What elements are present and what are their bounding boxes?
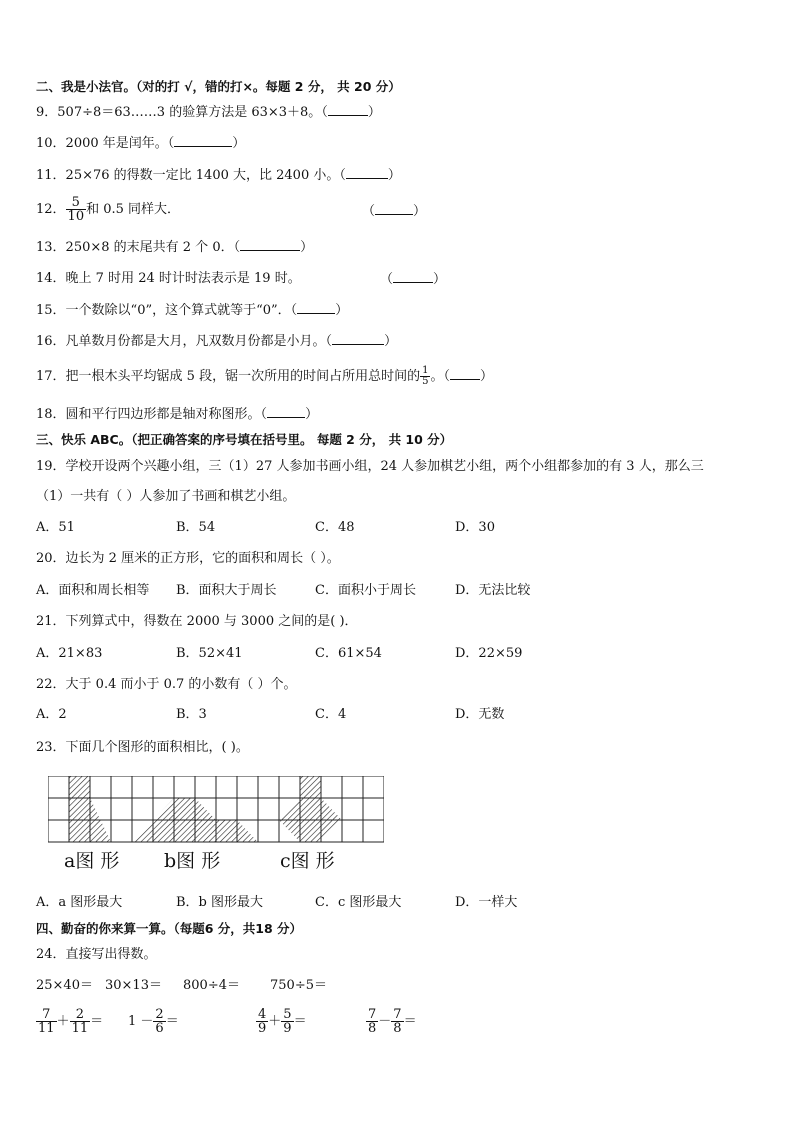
question-19-line-1: 19．学校开设两个兴趣小组，三（1）27 人参加书画小组，24 人参加棋艺小组，两个小组都参加的有 3 人，那么三: [36, 459, 704, 474]
question-20: 20．边长为 2 厘米的正方形，它的面积和周长（ ）。: [36, 551, 340, 566]
option-23-b[interactable]: B．b 图形最大: [176, 895, 264, 910]
option-22-c[interactable]: C．4: [315, 707, 347, 722]
calc-2: 30×13＝: [105, 978, 162, 993]
figure-label-b: b图 形: [164, 850, 221, 872]
grid-figure-svg: [48, 776, 384, 844]
question-19-line-2: （1）一共有（ ）人参加了书画和棋艺小组。: [36, 489, 296, 504]
fraction-5-10: $\frac{5}{10}$: [67, 195, 85, 224]
question-24: 24．直接写出得数。: [36, 947, 157, 962]
fraction-calc-4: $\frac{7}{8}$ － $\frac{7}{8}$ ＝: [368, 1007, 417, 1036]
answer-blank-18[interactable]: [267, 405, 305, 418]
answer-blank-13[interactable]: [240, 238, 300, 251]
calc-1: 25×40＝: [36, 978, 93, 993]
option-23-a[interactable]: A．a 图形最大: [36, 895, 123, 910]
fraction-1-5: $\frac{1}{5}$: [422, 365, 429, 387]
question-23: 23．下面几个图形的面积相比，( )。: [36, 740, 249, 755]
answer-blank-16[interactable]: [332, 332, 384, 345]
option-20-d[interactable]: D．无法比较: [455, 583, 531, 598]
figure-label-a: a图 形: [64, 850, 120, 872]
question-13: 13．250×8 的末尾共有 2 个 0．（ ）: [36, 240, 314, 255]
option-20-b[interactable]: B．面积大于周长: [176, 583, 277, 598]
option-21-c[interactable]: C．61×54: [315, 646, 382, 661]
option-23-c[interactable]: C．c 图形最大: [315, 895, 402, 910]
section-2-title: 二、我是小法官。（对的打 √，错的打×。每题 2 分， 共 20 分）: [36, 79, 401, 94]
answer-blank-12[interactable]: [375, 202, 413, 215]
question-18: 18．圆和平行四边形都是轴对称图形。（ ）: [36, 407, 319, 422]
shape-c: [279, 776, 342, 842]
answer-blank-9[interactable]: [328, 103, 368, 116]
option-20-a[interactable]: A．面积和周长相等: [36, 583, 150, 598]
option-19-b[interactable]: B．54: [176, 520, 216, 535]
fraction-calc-3: $\frac{4}{9}$ ＋ $\frac{5}{9}$ ＝: [258, 1007, 307, 1036]
question-14: 14．晚上 7 时用 24 时计时法表示是 19 时。: [36, 271, 301, 286]
fraction-calc-1: $\frac{7}{11}$ ＋ $\frac{2}{11}$ ＝: [38, 1007, 104, 1036]
option-23-d[interactable]: D．一样大: [455, 895, 518, 910]
option-22-b[interactable]: B．3: [176, 707, 207, 722]
figure-label-c: c图 形: [280, 850, 335, 872]
option-19-a[interactable]: A．51: [36, 520, 75, 535]
option-20-c[interactable]: C．面积小于周长: [315, 583, 416, 598]
question-15: 15．一个数除以“0”，这个算式就等于“0”．（ ）: [36, 303, 349, 318]
answer-blank-11[interactable]: [346, 166, 388, 179]
question-12: 12． $\frac{5}{10}$ 和 0.5 同样大．: [36, 195, 181, 224]
answer-paren-12: （ ）: [362, 204, 427, 219]
question-21: 21．下列算式中，得数在 2000 与 3000 之间的是( )．: [36, 614, 358, 629]
option-22-a[interactable]: A．2: [36, 707, 67, 722]
question-11: 11．25×76 的得数一定比 1400 大，比 2400 小。（ ）: [36, 168, 401, 183]
option-19-d[interactable]: D．30: [455, 520, 495, 535]
option-19-c[interactable]: C．48: [315, 520, 355, 535]
answer-blank-15[interactable]: [297, 301, 335, 314]
answer-blank-14[interactable]: [393, 270, 433, 283]
option-21-d[interactable]: D．22×59: [455, 646, 523, 661]
option-21-b[interactable]: B．52×41: [176, 646, 243, 661]
question-17: 17．把一根木头平均锯成 5 段，锯一次所用的时间占所用总时间的 $\frac{1}{5}$ 。（ ）: [36, 365, 493, 387]
answer-paren-14: （ ）: [380, 272, 447, 287]
answer-blank-17[interactable]: [450, 367, 480, 380]
option-22-d[interactable]: D．无数: [455, 707, 505, 722]
option-21-a[interactable]: A．21×83: [36, 646, 103, 661]
question-16: 16．凡单数月份都是大月，凡双数月份都是小月。（ ）: [36, 334, 398, 349]
answer-blank-10[interactable]: [174, 134, 232, 147]
fraction-calc-2: 1 － $\frac{2}{6}$ ＝: [128, 1007, 179, 1036]
question-9: 9．507÷8＝63……3 的验算方法是 63×3＋8。（ ）: [36, 105, 381, 120]
question-22: 22．大于 0.4 而小于 0.7 的小数有（ ）个。: [36, 677, 297, 692]
calc-4: 750÷5＝: [270, 978, 327, 993]
section-4-title: 四、勤奋的你来算一算。（每题6 分，共18 分）: [36, 921, 303, 936]
section-3-title: 三、快乐 ABC。（把正确答案的序号填在括号里。 每题 2 分， 共 10 分）: [36, 432, 453, 447]
area-comparison-figure: [48, 776, 384, 872]
calc-3: 800÷4＝: [183, 978, 240, 993]
question-10: 10．2000 年是闰年。（ ）: [36, 136, 246, 151]
